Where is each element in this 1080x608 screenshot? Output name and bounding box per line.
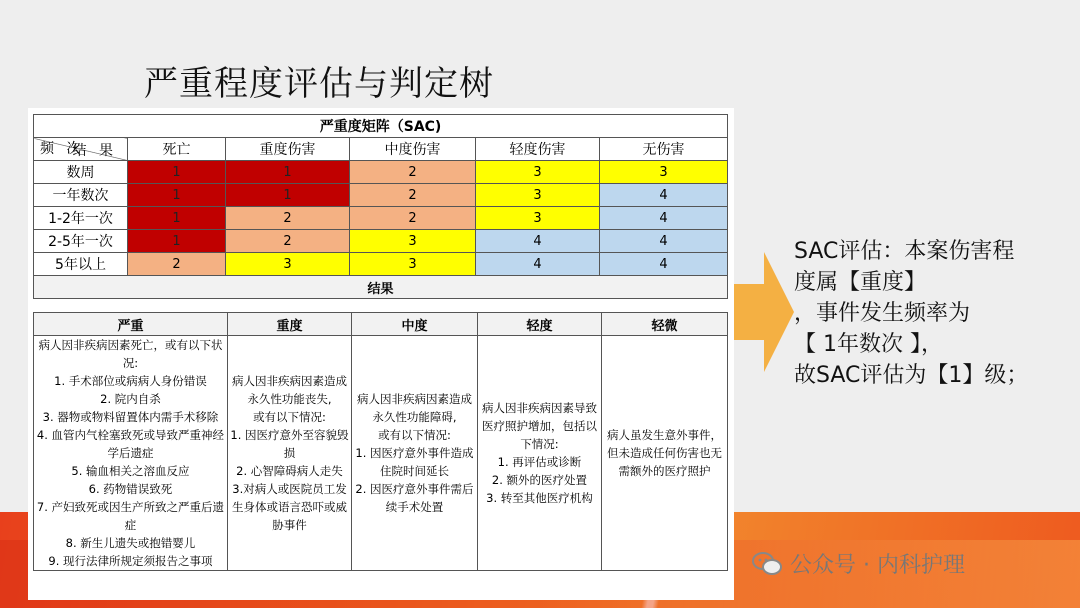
slide-title: 严重程度评估与判定树: [144, 64, 494, 104]
matrix-cell: 3: [476, 184, 600, 207]
result-header-severe: 严重: [34, 313, 228, 336]
note-line: 度属【重度】: [794, 270, 927, 295]
matrix-row: [34, 253, 728, 276]
row-label: 数周: [34, 161, 128, 184]
result-body-moderate: [352, 336, 478, 571]
result-line: 病人虽发生意外事件，但未造成任何伤害也无需额外的医疗照护: [607, 428, 722, 478]
matrix-cell: 4: [600, 230, 728, 253]
result-line: 或有以下情况:: [378, 428, 451, 442]
result-line: 6. 药物错误致死: [88, 482, 173, 496]
matrix-cell: 2: [350, 207, 476, 230]
note-line: SAC评估：本案伤害程: [794, 239, 1015, 264]
matrix-cell: 1: [128, 184, 226, 207]
matrix-cell: 1: [128, 230, 226, 253]
result-line: 5. 输血相关之溶血反应: [71, 464, 190, 478]
wechat-watermark: [752, 548, 965, 579]
matrix-cell: 3: [600, 161, 728, 184]
arrow-right-icon: [734, 252, 794, 372]
matrix-cell: 3: [226, 253, 350, 276]
result-header-major: 重度: [228, 313, 352, 336]
matrix-cell: 1: [128, 207, 226, 230]
result-line: 7. 产妇致死或因生产所致之严重后遗症: [36, 500, 225, 532]
sac-matrix-table: [33, 114, 728, 299]
sac-assessment-note: [794, 236, 1064, 391]
result-line: 8. 新生儿遗失或抱错婴儿: [65, 536, 196, 550]
matrix-cell: 3: [350, 230, 476, 253]
results-table: [33, 312, 728, 571]
matrix-cell: 1: [226, 184, 350, 207]
result-header-minor: 轻度: [478, 313, 602, 336]
matrix-row: [34, 207, 728, 230]
result-header-moderate: 中度: [352, 313, 478, 336]
column-header: 重度伤害: [226, 138, 350, 161]
results-title: 结果: [34, 276, 728, 299]
wechat-icon: [752, 551, 782, 577]
column-header: 无伤害: [600, 138, 728, 161]
matrix-cell: 4: [476, 230, 600, 253]
matrix-cell: 2: [128, 253, 226, 276]
result-line: 或有以下情况:: [253, 410, 326, 424]
corner-result-label: 结 果: [72, 143, 117, 159]
result-line: 病人因非疾病因素死亡，或有以下状况:: [38, 338, 223, 370]
matrix-cell: 2: [226, 207, 350, 230]
note-line: 故SAC评估为【1】级；: [794, 363, 1029, 388]
result-line: 2. 额外的医疗处置: [491, 473, 588, 487]
result-line: 病人因非疾病因素导致医疗照护增加，包括以下情况:: [482, 401, 597, 451]
result-line: 病人因非疾病因素造成永久性功能丧失,: [232, 374, 347, 406]
result-line: 2. 因医疗意外事件需后续手术处置: [355, 482, 474, 514]
result-line: 1. 再评估或诊断: [497, 455, 582, 469]
result-line: 4. 血管内气栓塞致死或导致严重神经学后遗症: [36, 428, 225, 460]
matrix-cell: 4: [600, 253, 728, 276]
result-body-slight: [602, 336, 728, 571]
matrix-row: [34, 184, 728, 207]
column-header: 轻度伤害: [476, 138, 600, 161]
result-line: 3.对病人或医院员工发生身体或语言恐吓或威胁事件: [232, 482, 347, 532]
row-label: 1-2年一次: [34, 207, 128, 230]
watermark-text: 公众号 · 内科护理: [790, 553, 965, 578]
result-line: 1. 手术部位或病病人身份错误: [54, 374, 207, 388]
result-line: 3. 器物或物料留置体内需手术移除: [42, 410, 219, 424]
row-label: 一年数次: [34, 184, 128, 207]
matrix-row: [34, 161, 728, 184]
matrix-cell: 1: [128, 161, 226, 184]
matrix-cell: 3: [350, 253, 476, 276]
row-label: 5年以上: [34, 253, 128, 276]
matrix-cell: 3: [476, 161, 600, 184]
result-line: 1. 因医疗意外至容貌毁损: [230, 428, 349, 460]
row-label: 2-5年一次: [34, 230, 128, 253]
matrix-cell: 3: [476, 207, 600, 230]
corner-frequency-label: 频 次: [40, 141, 85, 157]
result-line: 2. 心智障碍病人走失: [236, 464, 343, 478]
matrix-cell: 2: [350, 161, 476, 184]
column-header: 中度伤害: [350, 138, 476, 161]
result-body-severe: [34, 336, 228, 571]
result-body-minor: [478, 336, 602, 571]
note-line: 【 1年数次 】，: [794, 332, 943, 357]
matrix-cell: 2: [226, 230, 350, 253]
result-line: 病人因非疾病因素造成永久性功能障碍,: [357, 392, 472, 424]
matrix-corner-cell: [34, 138, 128, 161]
matrix-cell: 4: [476, 253, 600, 276]
result-line: 1. 因医疗意外事件造成住院时间延长: [355, 446, 474, 478]
matrix-cell: 4: [600, 207, 728, 230]
matrix-row: [34, 230, 728, 253]
matrix-cell: 4: [600, 184, 728, 207]
matrix-cell: 2: [350, 184, 476, 207]
result-header-slight: 轻微: [602, 313, 728, 336]
result-line: 3. 转至其他医疗机构: [486, 491, 593, 505]
result-body-major: [228, 336, 352, 571]
result-line: 2. 院内自杀: [100, 392, 161, 406]
matrix-cell: 1: [226, 161, 350, 184]
column-header: 死亡: [128, 138, 226, 161]
result-line: 9. 现行法律所规定须报告之事项: [48, 554, 213, 568]
matrix-title: 严重度矩阵（SAC): [34, 115, 728, 138]
note-line: ，事件发生频率为: [794, 301, 971, 326]
